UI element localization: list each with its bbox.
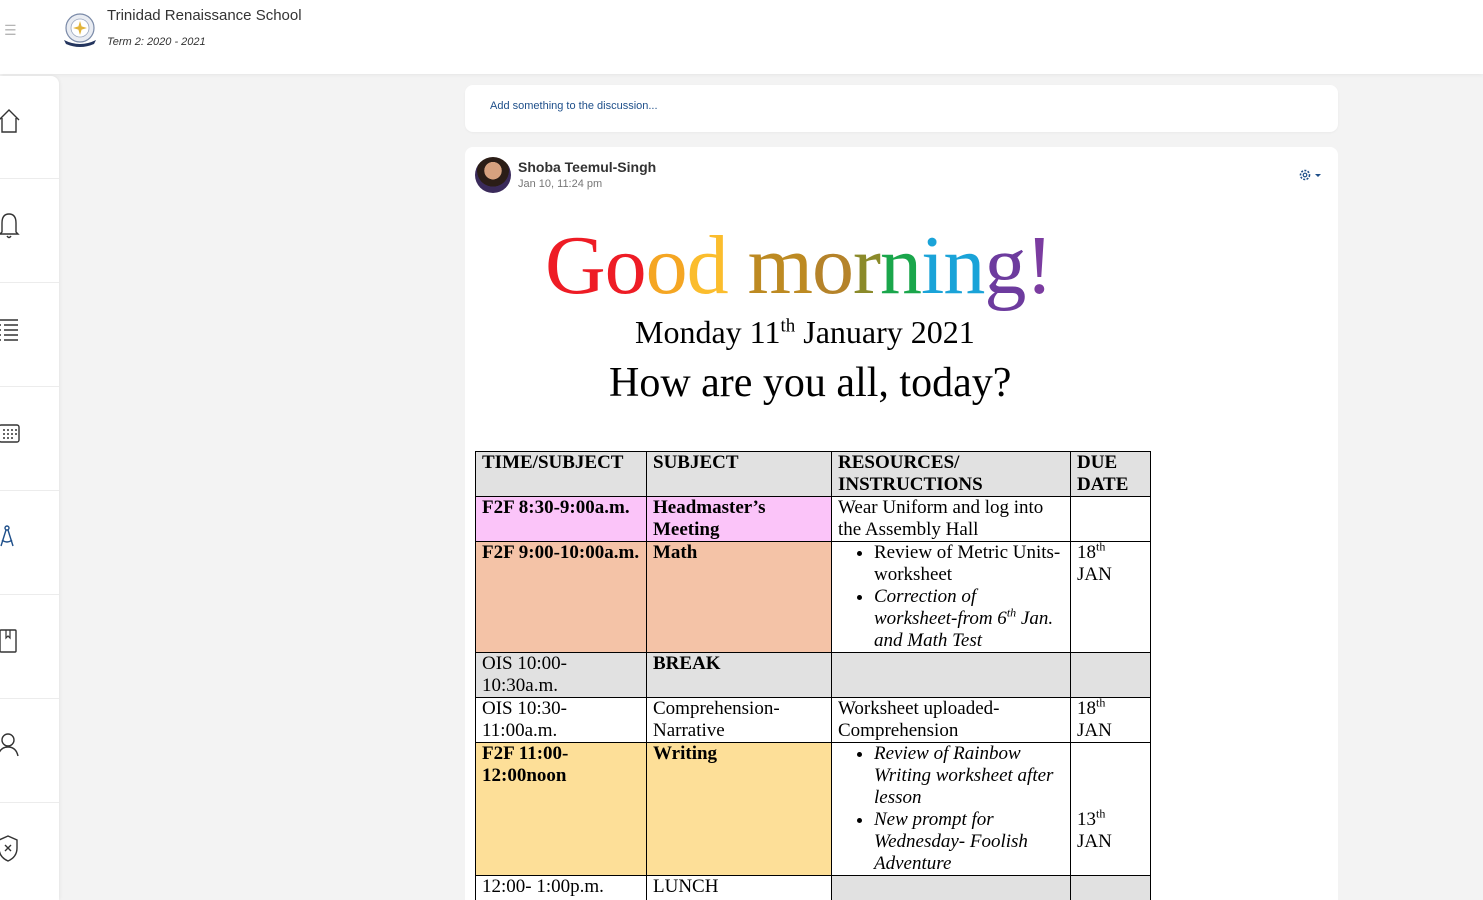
sidebar-item-classrooms[interactable] bbox=[0, 492, 59, 595]
subject-cell: LUNCH bbox=[647, 876, 832, 900]
sidebar-item-users[interactable] bbox=[0, 700, 59, 803]
column-header: DUE DATE bbox=[1071, 452, 1151, 497]
due-cell: 18th JAN bbox=[1071, 542, 1151, 653]
column-header: RESOURCES/ INSTRUCTIONS bbox=[832, 452, 1071, 497]
sidebar-item-attendance[interactable] bbox=[0, 284, 59, 387]
greeting-letter: G bbox=[545, 219, 605, 312]
table-row bbox=[476, 876, 1151, 900]
greeting-letter: o bbox=[812, 219, 854, 312]
resources-cell bbox=[832, 743, 1071, 876]
subject-cell: Writing bbox=[647, 743, 832, 876]
badge-shield-icon bbox=[0, 832, 22, 864]
due-cell bbox=[1071, 876, 1151, 900]
table-row bbox=[476, 653, 1151, 698]
post-question: How are you all, today? bbox=[609, 360, 1012, 406]
time-cell: F2F 9:00-10:00a.m. bbox=[476, 542, 647, 653]
greeting-letter: g bbox=[984, 219, 1026, 312]
top-header bbox=[0, 0, 1483, 74]
due-cell: 13th JAN bbox=[1071, 743, 1151, 876]
sidebar-item-notifications[interactable] bbox=[0, 180, 59, 283]
home-icon bbox=[0, 104, 22, 136]
post-author[interactable]: Shoba Teemul-Singh bbox=[518, 159, 657, 175]
attendance-list-icon bbox=[0, 312, 22, 344]
greeting-letter: ! bbox=[1025, 219, 1053, 312]
time-cell: F2F 11:00-12:00noon bbox=[476, 743, 647, 876]
avatar[interactable] bbox=[475, 157, 511, 193]
users-icon bbox=[0, 728, 22, 760]
post-time: Jan 10, 11:24 pm bbox=[518, 178, 603, 190]
discussion-box bbox=[465, 85, 1338, 132]
column-header: TIME/SUBJECT bbox=[476, 452, 647, 497]
post-date-line: Monday 11th January 2021 bbox=[635, 314, 975, 350]
greeting-letter bbox=[728, 219, 748, 312]
sidebar-item-projects[interactable] bbox=[0, 596, 59, 699]
schedule-table bbox=[475, 451, 1151, 900]
due-cell bbox=[1071, 497, 1151, 542]
table-header-row bbox=[476, 452, 1151, 497]
greeting-letter: i bbox=[921, 219, 944, 312]
time-cell: F2F 8:30-9:00a.m. bbox=[476, 497, 647, 542]
table-row bbox=[476, 743, 1151, 876]
greeting-letter: o bbox=[645, 219, 687, 312]
calendar-icon bbox=[0, 416, 22, 448]
subject-cell: BREAK bbox=[647, 653, 832, 698]
subject-cell: Math bbox=[647, 542, 832, 653]
greeting-letter: o bbox=[604, 219, 646, 312]
list-item: • New prompt for Wednesday- Foolish Adventure bbox=[874, 809, 1064, 875]
post-card bbox=[465, 147, 1338, 900]
due-cell bbox=[1071, 653, 1151, 698]
time-cell: OIS 10:00-10:30a.m. bbox=[476, 653, 647, 698]
subject-cell: Comprehension- Narrative bbox=[647, 698, 832, 743]
table-row bbox=[476, 542, 1151, 653]
greeting-letter: r bbox=[853, 219, 880, 312]
gear-icon[interactable] bbox=[1297, 167, 1323, 183]
resources-cell: Worksheet uploaded- Comprehension bbox=[832, 698, 1071, 743]
compass-icon bbox=[0, 520, 22, 552]
list-item: • Review of Metric Units- worksheet bbox=[874, 542, 1064, 586]
bell-icon bbox=[0, 208, 22, 240]
table-row bbox=[476, 497, 1151, 542]
greeting-letter: n bbox=[943, 219, 985, 312]
resources-cell: Wear Uniform and log into the Assembly Hall bbox=[832, 497, 1071, 542]
school-logo bbox=[60, 10, 100, 50]
greeting-heading bbox=[545, 217, 1052, 314]
list-item: • Correction of worksheet-from 6th Jan. and Math Test bbox=[874, 586, 1064, 652]
resources-cell bbox=[832, 653, 1071, 698]
list-item: • Review of Rainbow Writing worksheet after lesson bbox=[874, 743, 1064, 809]
sidebar-item-badges[interactable] bbox=[0, 804, 59, 900]
table-row bbox=[476, 698, 1151, 743]
term-label: Term 2: 2020 - 2021 bbox=[107, 36, 206, 48]
greeting-letter: d bbox=[686, 219, 728, 312]
due-cell: 18th JAN bbox=[1071, 698, 1151, 743]
time-cell: 12:00- 1:00p.m. bbox=[476, 876, 647, 900]
greeting-letter: m bbox=[747, 219, 813, 312]
book-icon bbox=[0, 624, 22, 656]
school-name: Trinidad Renaissance School bbox=[107, 7, 302, 24]
sidebar-item-home[interactable] bbox=[0, 76, 59, 179]
sidebar-item-calendar[interactable] bbox=[0, 388, 59, 491]
resources-cell bbox=[832, 876, 1071, 900]
column-header: SUBJECT bbox=[647, 452, 832, 497]
sidebar bbox=[0, 76, 59, 900]
menu-icon[interactable]: ☰ bbox=[4, 22, 17, 38]
time-cell: OIS 10:30-11:00a.m. bbox=[476, 698, 647, 743]
greeting-letter: n bbox=[880, 219, 921, 312]
resources-cell bbox=[832, 542, 1071, 653]
subject-cell: Headmaster’s Meeting bbox=[647, 497, 832, 542]
discussion-input[interactable] bbox=[490, 100, 1290, 112]
